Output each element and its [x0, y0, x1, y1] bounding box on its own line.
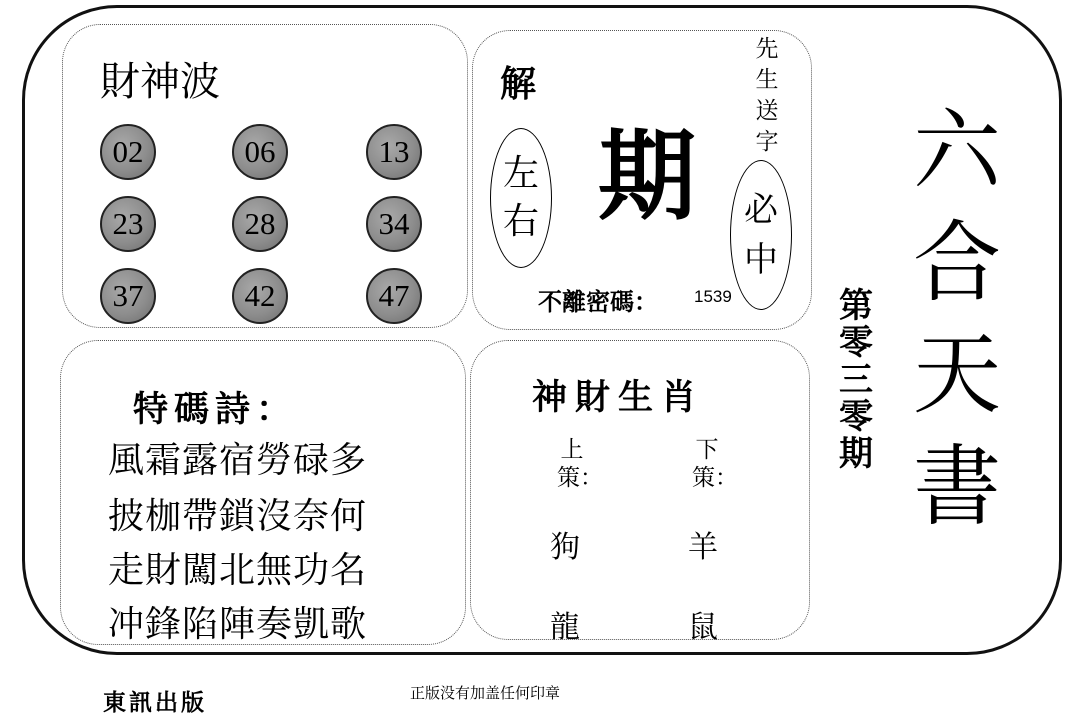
number-ball: 23 [100, 196, 156, 252]
number-ball: 37 [100, 268, 156, 324]
secret-code-value: 1539 [694, 287, 732, 306]
upper-plan-label: 上策： [557, 437, 603, 491]
poem-title: 特碼詩： [133, 390, 298, 430]
number-ball: 13 [366, 124, 422, 180]
lower-plan-label: 下策： [692, 437, 738, 491]
number-ball: 06 [232, 124, 288, 180]
number-ball: 47 [366, 268, 422, 324]
jie-char: 解 [500, 64, 537, 105]
big-period-char: 期 [598, 120, 697, 234]
upper-sign: 狗 [550, 530, 580, 565]
footnote: 正版没有加盖任何印章 [410, 684, 561, 702]
lower-sign: 羊 [688, 530, 718, 565]
main-title: 六合天書 [912, 99, 1001, 538]
right-char: 右 [502, 201, 539, 242]
wave-title: 財神波 [100, 59, 220, 105]
number-ball: 34 [366, 196, 422, 252]
poem-line: 冲鋒陷陣奏凱歌 [108, 604, 368, 645]
secret-code-label: 不離密碼： [538, 288, 658, 316]
must-hit-oval [730, 160, 792, 310]
poem-line: 走財闖北無功名 [108, 550, 368, 591]
hit-char: 中 [744, 240, 778, 280]
number-ball: 42 [232, 268, 288, 324]
left-right-oval [490, 128, 552, 268]
poem-line: 披枷帶鎖沒奈何 [108, 496, 368, 537]
left-char: 左 [502, 153, 539, 194]
issue-number: 第零三零期 [839, 286, 873, 474]
must-char: 必 [744, 190, 778, 230]
zodiac-title: 神財生肖 [532, 378, 705, 418]
publisher: 東訊出版 [103, 689, 207, 716]
number-ball: 02 [100, 124, 156, 180]
poem-line: 風霜露宿勞碌多 [108, 440, 368, 481]
lower-sign: 鼠 [688, 610, 718, 645]
upper-sign: 龍 [550, 610, 580, 645]
send-word-text: 先生送字 [755, 36, 779, 155]
number-ball: 28 [232, 196, 288, 252]
